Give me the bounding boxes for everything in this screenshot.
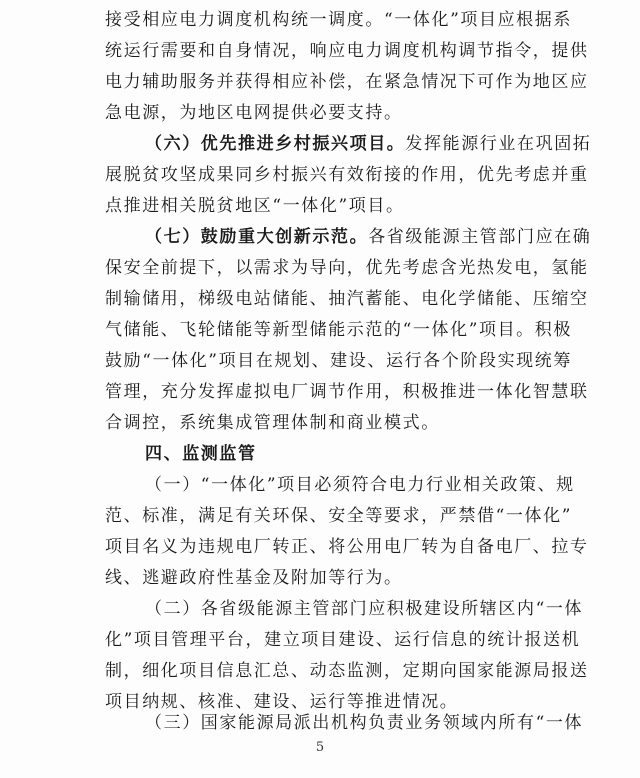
body-line: 急电源，为地区电网提供必要支持。 <box>105 103 403 123</box>
body-line: 线、逃避政府性基金及附加等行为。 <box>105 568 403 588</box>
body-line: （三）国家能源局派出机构负责业务领域内所有“一体 <box>145 713 584 733</box>
section-four-heading: 四、监测监管 <box>145 444 257 464</box>
body-line: （一）“一体化”项目必须符合电力行业相关政策、规 <box>145 475 575 495</box>
section-label: （七）鼓励重大创新示范。 <box>145 227 369 247</box>
body-line: 制输储用，梯级电站储能、抽汽蓄能、电化学储能、压缩空 <box>105 289 589 309</box>
body-line: 点推进相关脱贫地区“一体化”项目。 <box>105 196 405 216</box>
body-line: 化”项目管理平台，建立项目建设、运行信息的统计报送机 <box>105 630 581 650</box>
body-line: 项目纳规、核准、建设、运行等推进情况。 <box>105 692 459 712</box>
body-line: 电力辅助服务并获得相应补偿，在紧急情况下可作为地区应 <box>105 72 589 92</box>
section-label: （六）优先推进乡村振兴项目。 <box>145 134 406 154</box>
body-line: 保安全前提下，以需求为导向，优先考虑含光热发电，氢能 <box>105 258 589 278</box>
body-line: 项目名义为违规电厂转正、将公用电厂转为自备电厂、拉专 <box>105 537 589 557</box>
body-line: 气储能、飞轮储能等新型储能示范的“一体化”项目。积极 <box>105 320 572 340</box>
body-line: 范、标准，满足有关环保、安全等要求，严禁借“一体化” <box>105 506 572 526</box>
body-line: 展脱贫攻坚成果同乡村振兴有效衔接的作用，优先考虑并重 <box>105 165 589 185</box>
body-line: （二）各省级能源主管部门应积极建设所辖区内“一体 <box>145 599 584 619</box>
body-line: 制，细化项目信息汇总、动态监测，定期向国家能源局报送 <box>105 661 589 681</box>
section-seven-heading: （七）鼓励重大创新示范。各省级能源主管部门应在确 <box>145 227 592 247</box>
section-six-heading: （六）优先推进乡村振兴项目。发挥能源行业在巩固拓 <box>145 134 592 154</box>
body-line: 合调控，系统集成管理体制和商业模式。 <box>105 413 440 433</box>
body-line: 接受相应电力调度机构统一调度。“一体化”项目应根据系 <box>105 10 572 30</box>
body-line: 统运行需要和自身情况，响应电力调度机构调节指令，提供 <box>105 41 589 61</box>
body-line: 管理，充分发挥虚拟电厂调节作用，积极推进一体化智慧联 <box>105 382 589 402</box>
body-line: 鼓励“一体化”项目在规划、建设、运行各个阶段实现统筹 <box>105 351 572 371</box>
page-number: 5 <box>315 740 325 755</box>
